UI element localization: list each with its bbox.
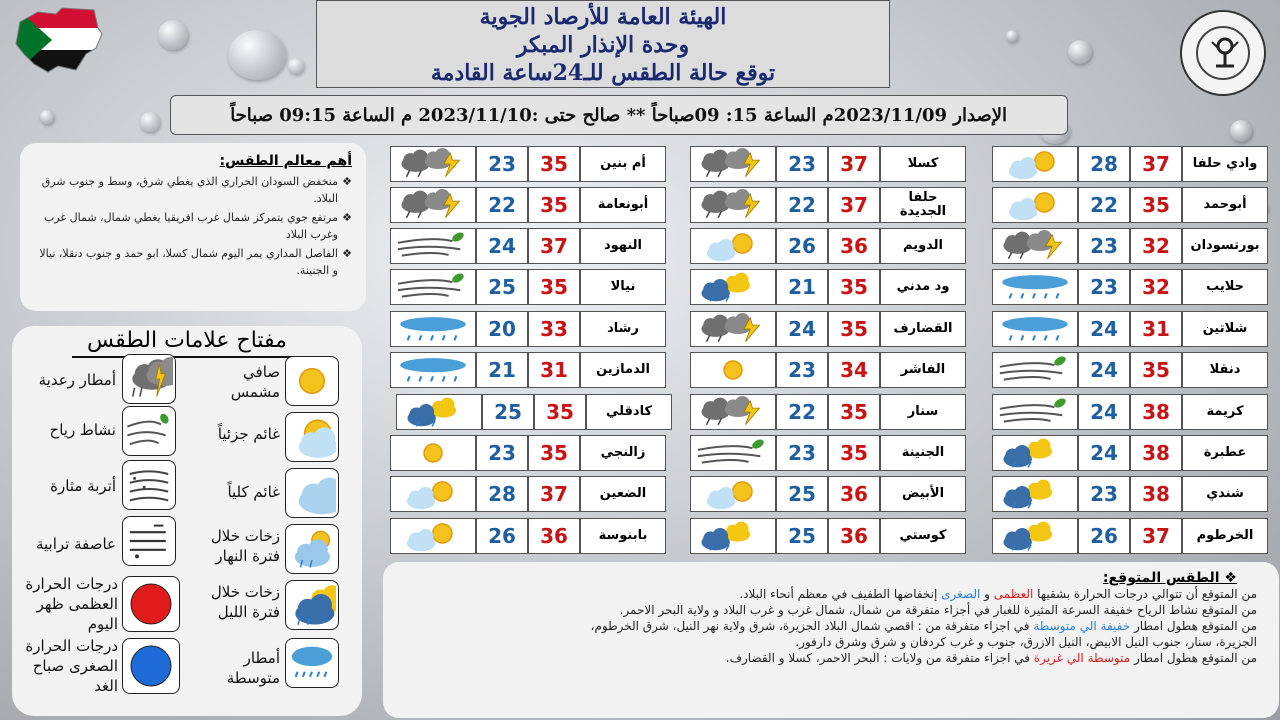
min-temp: 21 — [776, 269, 828, 305]
max-temp: 38 — [1130, 476, 1182, 512]
station-name: كسلا — [880, 146, 966, 182]
moderate-rain-icon — [992, 269, 1078, 305]
min-temp: 23 — [1078, 269, 1130, 305]
station-name: سنار — [880, 394, 966, 430]
station-card — [992, 269, 1268, 305]
station-card — [992, 435, 1268, 471]
station-name: النهود — [580, 228, 666, 264]
forecast-line — [393, 618, 1257, 634]
min-temp: 25 — [776, 476, 828, 512]
station-name: نيالا — [580, 269, 666, 305]
station-card — [390, 146, 666, 182]
night-showers-icon — [992, 435, 1078, 471]
station-name: الأبيض — [880, 476, 966, 512]
forecast-line — [393, 586, 1257, 602]
max-temp: 37 — [1130, 518, 1182, 554]
max-temp: 33 — [528, 311, 580, 347]
max-temp: 37 — [828, 187, 880, 223]
moderate-rain-icon — [992, 311, 1078, 347]
night-showers-icon — [690, 518, 776, 554]
legend-label: زخات خلال فترة النهار — [210, 527, 280, 565]
station-name: أبونعامة — [580, 187, 666, 223]
max-temp: 32 — [1130, 269, 1182, 305]
min-temp: 24 — [1078, 352, 1130, 388]
min-temp: 24 — [1078, 394, 1130, 430]
max-temp: 34 — [828, 352, 880, 388]
station-card — [390, 435, 666, 471]
min-temp: 23 — [1078, 476, 1130, 512]
legend-label: أمطار متوسطة — [226, 649, 280, 687]
moderate-rain-icon — [390, 311, 476, 347]
station-name: كوستي — [880, 518, 966, 554]
station-name: وادي حلفا — [1182, 146, 1268, 182]
station-name: كريمة — [1182, 394, 1268, 430]
station-name: الضعين — [580, 476, 666, 512]
min-temp: 24 — [776, 311, 828, 347]
legend-max-temp-icon — [122, 576, 180, 632]
rain-intensity-highlight: خفيفة الي متوسطة — [1033, 619, 1131, 633]
thunderstorm-icon — [690, 394, 776, 430]
sudan-flag-map-icon — [12, 4, 104, 76]
partly-cloudy-icon — [390, 518, 476, 554]
min-temp: 26 — [476, 518, 528, 554]
wind-icon — [690, 435, 776, 471]
station-card — [992, 352, 1268, 388]
min-temp: 22 — [776, 394, 828, 430]
min-temp: 26 — [1078, 518, 1130, 554]
legend-label: أتربة مثارة — [50, 477, 116, 495]
max-temp: 35 — [828, 269, 880, 305]
min-temp: 22 — [776, 187, 828, 223]
station-card — [390, 311, 666, 347]
legend-sunny-icon — [285, 356, 339, 406]
legend-label: زخات خلال فترة الليل — [210, 583, 280, 621]
station-name: أم بنين — [580, 146, 666, 182]
weather-features-list — [34, 173, 352, 279]
thunderstorm-icon — [690, 311, 776, 347]
station-card — [992, 476, 1268, 512]
station-name: الخرطوم — [1182, 518, 1268, 554]
min-temp: 20 — [476, 311, 528, 347]
station-card — [992, 394, 1268, 430]
moderate-rain-icon — [390, 352, 476, 388]
legend-label: غائم كلياً — [227, 483, 280, 501]
max-temp: 31 — [1130, 311, 1182, 347]
min-temp: 21 — [476, 352, 528, 388]
max-temp: 37 — [528, 228, 580, 264]
station-name: الفاشر — [880, 352, 966, 388]
min-temp: 23 — [1078, 228, 1130, 264]
issue-validity-bar — [170, 95, 1068, 135]
night-showers-icon — [690, 269, 776, 305]
legend-title: مفتاح علامات الطقس — [72, 326, 302, 358]
min-temp: 28 — [476, 476, 528, 512]
station-name: زالنجي — [580, 435, 666, 471]
max-temp: 35 — [528, 269, 580, 305]
forecast-line: من المتوقع نشاط الرياح خفيفة السرعة المثيرة للغبار في أجزاء متفرقة من شمال، شمال غرب و غرب البلاد و ولاية البحر الاحمر. — [619, 603, 1257, 617]
thunderstorm-icon — [390, 187, 476, 223]
legend-min-temp-icon — [122, 638, 180, 694]
legend-label: صافي مشمس — [230, 363, 280, 401]
station-card — [690, 352, 966, 388]
max-temp: 38 — [1130, 435, 1182, 471]
sunny-icon — [390, 435, 476, 471]
max-temp: 35 — [828, 435, 880, 471]
station-card — [690, 228, 966, 264]
min-temp: 22 — [476, 187, 528, 223]
wind-icon — [992, 352, 1078, 388]
station-card — [992, 187, 1268, 223]
authority-seal-logo — [1180, 10, 1266, 96]
min-temp: 25 — [482, 394, 534, 430]
legend-label: نشاط رياح — [49, 421, 116, 439]
max-temp: 36 — [528, 518, 580, 554]
max-temp: 32 — [1130, 228, 1182, 264]
min-temp: 24 — [1078, 435, 1130, 471]
forecast-line — [393, 650, 1257, 666]
station-card — [690, 394, 966, 430]
max-temp: 35 — [528, 435, 580, 471]
station-name: الدمازين — [580, 352, 666, 388]
station-card — [390, 187, 666, 223]
legend-day-showers-icon — [285, 524, 339, 574]
legend-label: درجات الحرارة الصغرى صباح الغد — [25, 637, 118, 695]
station-card — [390, 518, 666, 554]
night-showers-icon — [992, 518, 1078, 554]
weather-features-panel — [20, 143, 366, 311]
min-temp: 26 — [776, 228, 828, 264]
station-name: الجنينة — [880, 435, 966, 471]
station-name: حلايب — [1182, 269, 1268, 305]
min-temp: 23 — [476, 435, 528, 471]
min-temp: 24 — [1078, 311, 1130, 347]
station-card — [396, 394, 672, 430]
max-temp: 35 — [828, 394, 880, 430]
forecast-title: توقع حالة الطقس للـ24ساعة القادمة — [430, 60, 776, 86]
station-card — [690, 435, 966, 471]
max-temp: 35 — [1130, 352, 1182, 388]
station-card — [690, 146, 966, 182]
max-temp: 31 — [528, 352, 580, 388]
min-temp: 23 — [776, 435, 828, 471]
station-name: كادقلي — [586, 394, 672, 430]
legend-partly-cloudy-icon — [285, 412, 339, 462]
wind-icon — [992, 394, 1078, 430]
legend-label: غائم جزئياً — [217, 425, 280, 443]
forecast-text: من المتوقع هطول امطار — [1130, 651, 1257, 665]
station-card — [690, 476, 966, 512]
station-card — [390, 269, 666, 305]
thunderstorm-icon — [390, 146, 476, 182]
partly-cloudy-icon — [690, 476, 776, 512]
max-temp: 36 — [828, 518, 880, 554]
forecast-text: و — [980, 587, 994, 601]
station-name: أبوحمد — [1182, 187, 1268, 223]
legend-cloudy-icon — [285, 468, 339, 518]
station-card — [690, 518, 966, 554]
night-showers-icon — [396, 394, 482, 430]
weather-feature-item: ❖ الفاصل المداري يمر اليوم شمال كسلا، ابو حمد و جنوب دنقلا، نيالا و الجنينة. — [34, 245, 352, 279]
station-card — [690, 187, 966, 223]
max-temp: 37 — [1130, 146, 1182, 182]
forecast-text: في اجزاء متفرقة من : اقصي شمال البلاد الجزيرة، شرق ولاية نهر النيل، شرق الخرطوم، — [590, 619, 1034, 633]
expected-weather-heading: ❖ الطقس المتوقع: — [1102, 570, 1237, 586]
max-temp: 38 — [1130, 394, 1182, 430]
station-card — [690, 311, 966, 347]
thunderstorm-icon — [690, 187, 776, 223]
max-temp: 35 — [1130, 187, 1182, 223]
station-card — [390, 228, 666, 264]
weather-feature-item: ❖ منخفض السودان الحراري الذي يغطي شرق، وسط و جنوب شرق البلاد. — [34, 173, 352, 207]
legend-dust-icon — [122, 460, 176, 510]
min-temp: 23 — [776, 146, 828, 182]
station-card — [390, 352, 666, 388]
station-name: الدويم — [880, 228, 966, 264]
station-card — [992, 311, 1268, 347]
min-temp: 25 — [476, 269, 528, 305]
min-temp: 25 — [776, 518, 828, 554]
rain-intensity-highlight: متوسطة الي غزيرة — [1033, 651, 1131, 665]
legend-label: أمطار رعدية — [38, 371, 116, 389]
thunderstorm-icon — [992, 228, 1078, 264]
station-name: حلفا الجديدة — [880, 187, 966, 223]
wind-icon — [390, 228, 476, 264]
weather-features-heading: أهم معالم الطقس: — [219, 153, 352, 169]
max-temp: 37 — [828, 146, 880, 182]
max-temp: 35 — [528, 146, 580, 182]
legend-label: عاصفة ترابية — [35, 535, 116, 553]
legend-wind-icon — [122, 406, 176, 456]
station-name: شلاتين — [1182, 311, 1268, 347]
sunny-icon — [690, 352, 776, 388]
weather-legend-panel — [12, 326, 362, 716]
station-card — [992, 228, 1268, 264]
station-card — [690, 269, 966, 305]
partly-cloudy-icon — [390, 476, 476, 512]
legend-duststorm-icon — [122, 516, 176, 566]
station-name: دنقلا — [1182, 352, 1268, 388]
station-name: بابنوسة — [580, 518, 666, 554]
station-name: شندي — [1182, 476, 1268, 512]
legend-moderate-rain-icon — [285, 638, 339, 688]
station-name: بورتسودان — [1182, 228, 1268, 264]
night-showers-icon — [992, 476, 1078, 512]
forecast-text: في اجزاء متفرقة من ولايات : البحر الاحمر، كسلا و القضارف. — [725, 651, 1034, 665]
seal-emblem-icon — [1208, 36, 1242, 72]
station-name: القضارف — [880, 311, 966, 347]
max-temp: 35 — [528, 187, 580, 223]
header-title-box — [316, 0, 890, 88]
min-highlight: الصغرى — [941, 587, 981, 601]
max-temp: 35 — [828, 311, 880, 347]
wind-icon — [390, 269, 476, 305]
station-card — [992, 518, 1268, 554]
station-card — [390, 476, 666, 512]
issue-validity-text: الإصدار 2023/11/09م الساعة 15: 09صباحاً ** صالح حتى :2023/11/10 م الساعة 09:15 صباحاً — [230, 104, 1007, 126]
forecast-text: إنخفاضها الطفيف في معظم أنحاء البلاد. — [739, 587, 942, 601]
forecast-line: الجزيرة، سنار، جنوب النيل الابيض، النيل الازرق، جنوب و غرب كردفان و شرق وشرق دارفور. — [795, 635, 1257, 649]
max-temp: 36 — [828, 476, 880, 512]
partly-cloudy-icon — [992, 146, 1078, 182]
unit-title: وحدة الإنذار المبكر — [516, 32, 690, 58]
max-highlight: العظمى — [993, 587, 1034, 601]
forecast-text: من المتوقع أن تتوالي درجات الحرارة بشقيها — [1033, 587, 1257, 601]
min-temp: 24 — [476, 228, 528, 264]
min-temp: 23 — [476, 146, 528, 182]
partly-cloudy-icon — [690, 228, 776, 264]
station-name: ود مدني — [880, 269, 966, 305]
station-card — [992, 146, 1268, 182]
max-temp: 35 — [534, 394, 586, 430]
legend-thunderstorm-icon — [122, 354, 176, 404]
thunderstorm-icon — [690, 146, 776, 182]
min-temp: 28 — [1078, 146, 1130, 182]
legend-night-showers-icon — [285, 580, 339, 630]
station-name: رشاد — [580, 311, 666, 347]
weather-feature-item: ❖ مرتفع جوي يتمركز شمال غرب افريقيا يغطي شمال، شمال غرب وغرب البلاد — [34, 209, 352, 243]
min-temp: 22 — [1078, 187, 1130, 223]
forecast-text: من المتوقع هطول امطار — [1130, 619, 1257, 633]
expected-weather-panel — [383, 562, 1279, 718]
max-temp: 36 — [828, 228, 880, 264]
min-temp: 23 — [776, 352, 828, 388]
station-name: عطبرة — [1182, 435, 1268, 471]
max-temp: 37 — [528, 476, 580, 512]
partly-cloudy-icon — [992, 187, 1078, 223]
authority-title: الهيئة العامة للأرصاد الجوية — [479, 4, 727, 30]
legend-label: درجات الحرارة العظمى ظهر اليوم — [25, 575, 118, 633]
expected-weather-heading-text: الطقس المتوقع: — [1102, 570, 1220, 586]
